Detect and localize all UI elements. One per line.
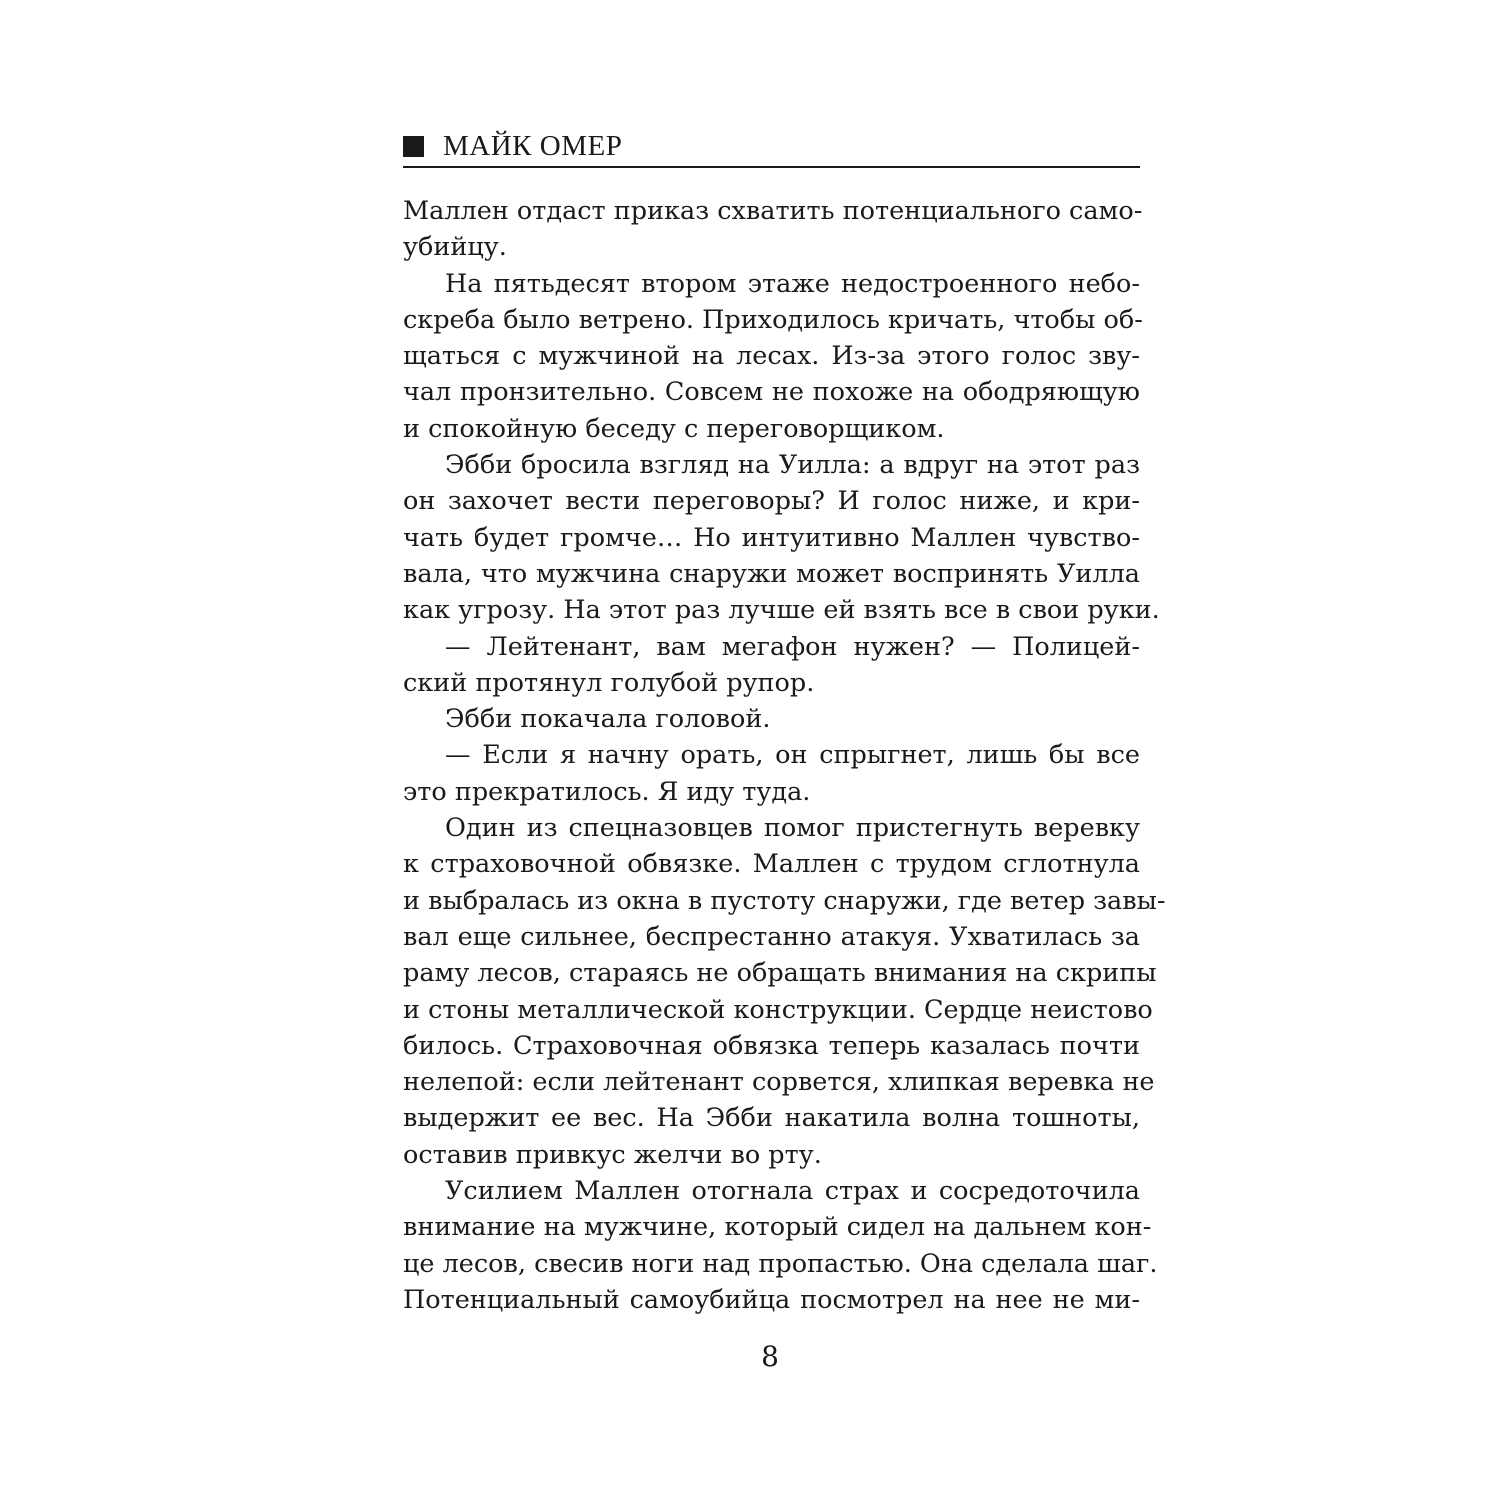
text-line: убийцу. [403,232,507,263]
text-line: чал пронзительно. Совсем не похоже на ободряющую [403,377,1140,408]
text-line: щаться с мужчиной на лесах. Из-за этого голос зву- [403,341,1140,372]
text-line: Эбби бросила взгляд на Уилла: а вдруг на этот раз [445,450,1140,481]
text-line: и выбралась из окна в пустоту снаружи, где ветер завы- [403,885,1166,916]
text-line: и стоны металлической конструкции. Сердце неистово [403,994,1153,1025]
text-line: билось. Страховочная обвязка теперь казалась почти [403,1030,1140,1061]
text-line: Потенциальный самоубийца посмотрел на нее не ми- [403,1284,1140,1315]
text-line: это прекратилось. Я иду туда. [403,776,811,807]
header-square-mark [403,136,424,157]
text-line: нелепой: если лейтенант сорвется, хлипкая веревка не [403,1067,1155,1098]
text-line: це лесов, свесив ноги над пропастью. Она сделала шаг. [403,1248,1158,1279]
text-line: Усилием Маллен отогнала страх и сосредоточила [445,1176,1140,1207]
paragraph [403,447,1160,628]
text-line: внимание на мужчине, который сидел на дальнем кон- [403,1212,1152,1243]
paragraph [403,193,1143,266]
text-line: вал еще сильнее, беспрестанно атакуя. Ухватилась за [403,921,1140,952]
text-line: — Лейтенант, вам мегафон нужен? — Полицей- [445,631,1140,662]
text-line: и спокойную беседу с переговорщиком. [403,413,945,444]
text-line: вала, что мужчина снаружи может воспринять Уилла [403,558,1140,589]
paragraph [403,701,1140,737]
text-line: выдержит ее вес. На Эбби накатила волна тошноты, [403,1103,1140,1134]
text-line: к страховочной обвязке. Маллен с трудом сглотнула [403,849,1140,880]
paragraph [403,629,1140,702]
text-line: ский протянул голубой рупор. [403,667,815,698]
text-line: Один из спецназовцев помог пристегнуть веревку [445,813,1140,844]
text-line: раму лесов, стараясь не обращать внимания на скрипы [403,958,1157,989]
running-header [403,126,1140,168]
paragraph [403,737,1140,810]
text-line: Маллен отдаст приказ схватить потенциального само- [403,196,1143,226]
header-author: МАЙК ОМЕР [443,129,623,162]
page-body [403,193,1166,1318]
text-line: На пятьдесят втором этаже недостроенного небо- [445,268,1140,299]
paragraph [403,1173,1158,1318]
page-number: 8 [761,1340,779,1373]
text-line: скреба было ветрено. Приходилось кричать, чтобы об- [403,304,1143,335]
text-line: — Если я начну орать, он спрыгнет, лишь бы все [445,740,1140,771]
text-line: оставив привкус желчи во рту. [403,1139,822,1170]
text-line: как угрозу. На этот раз лучше ей взять все в свои руки. [403,595,1160,626]
paragraph [403,810,1166,1173]
text-line: Эбби покачала головой. [445,704,771,735]
paragraph [403,266,1143,447]
text-line: он захочет вести переговоры? И голос ниже, и кри- [403,486,1140,517]
text-line: чать будет громче… Но интуитивно Маллен чувство- [403,522,1140,553]
